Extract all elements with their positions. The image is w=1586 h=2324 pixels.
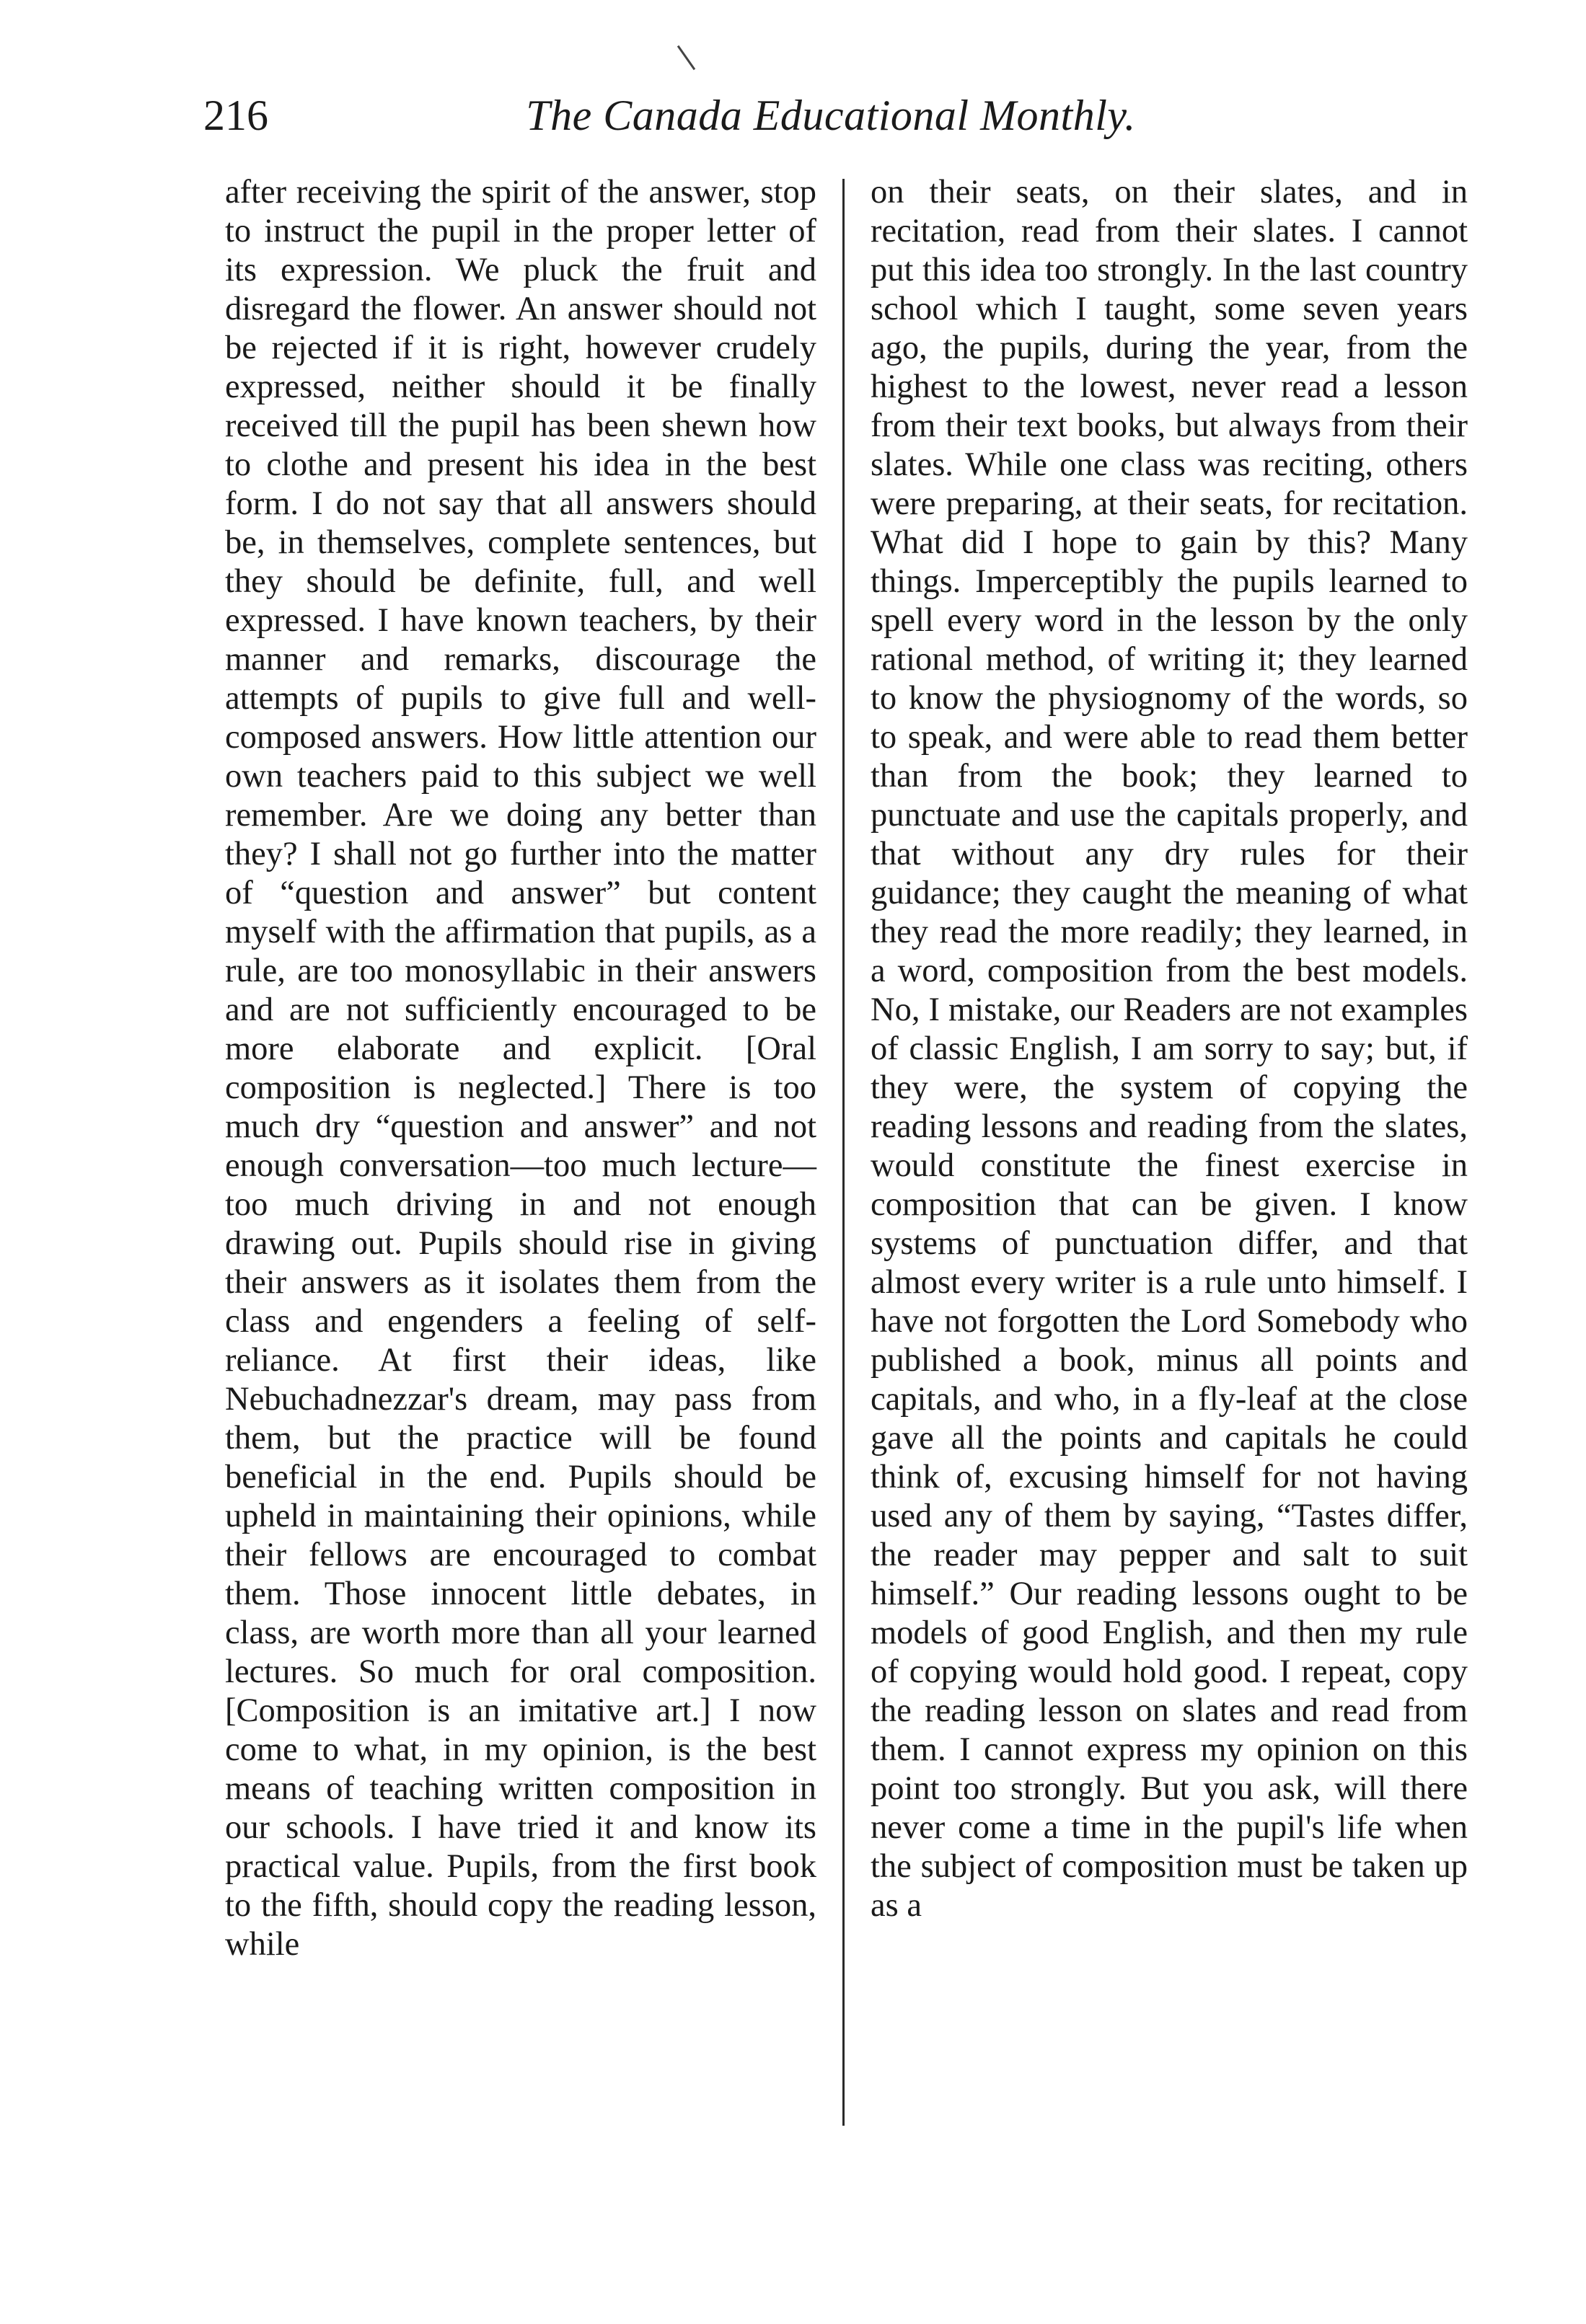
right-column-text: on their seats, on their slates, and in recitation, read from their slates. I cannot put this idea too strongly. In the last country school which I taught, some seven years ago, the pupils, during the year, from the highest to the lowest, never read a lesson from their text books, but always from their slates. While one class was reciting, others were preparing, at their seats, for recitation. What did I hope to gain by this? Many things. Imperceptibly the pupils learned to spell every word in the lesson by the only rational method, of writing it; they learned to know the physiognomy of the words, so to speak, and were able to read them better than from the book; they learned to punctuate and use the capitals properly, and that without any dry rules for their guidance; they caught the meaning of what they read the more readily; they learned, in a word, composition from the best models. No, I mistake, our Readers are not examples of classic English, I am sorry to say; but, if they were, the system of copying the reading lessons and reading from the slates, would constitute the finest exercise in composition that can be given. I know systems of punctuation differ, and that almost every writer is a rule unto himself. I have not forgotten the Lord Somebody who published a book, minus all points and capitals, and who, in a fly-leaf at the close gave all the points and capitals he could think of, excusing himself for not having used any of them by saying, “Tastes differ, the reader may pepper and salt to suit himself.” Our reading lessons ought to be models of good English, and then my rule of copying would hold good. I repeat, copy the reading lesson on slates and read from them. I cannot express my opinion on this point too strongly. But you ask, will there never come a time in the pupil's life when the subject of composition must be taken up as a [871, 174, 1468, 1924]
left-text-column [225, 173, 816, 1964]
page-header [203, 87, 1458, 144]
left-column-text: after receiving the spirit of the answer, stop to instruct the pupil in the proper letter of its expression. We pluck the fruit and disregard the flower. An answer should not be rejected if it is right, however crudely expressed, neither should it be finally received till the pupil has been shewn how to clothe and present his idea in the best form. I do not say that all answers should be, in themselves, complete sentences, but they should be definite, full, and well expressed. I have known teachers, by their manner and remarks, discourage the attempts of pupils to give full and well-composed answers. How little attention our own teachers paid to this subject we well remember. Are we doing any better than they? I shall not go further into the matter of “question and answer” but content myself with the affirmation that pupils, as a rule, are too monosyllabic in their answers and are not sufficiently encouraged to be more elaborate and explicit. [Oral composition is neglected.] There is too much dry “question and answer” and not enough conversation—too much lecture—too much driving in and not enough drawing out. Pupils should rise in giving their answers as it isolates them from the class and engenders a feeling of self-reliance. At first their ideas, like Nebuchadnezzar's dream, may pass from them, but the practice will be found beneficial in the end. Pupils should be upheld in maintaining their opinions, while their fellows are encouraged to combat them. Those innocent little debates, in class, are worth more than all your learned lectures. So much for oral composition. [Composition is an imitative art.] I now come to what, in my opinion, is the best means of teaching written composition in our schools. I have tried it and know its practical value. Pupils, from the first book to the fifth, should copy the reading lesson, while [225, 174, 816, 1963]
page-number: 216 [203, 92, 268, 139]
stray-ink-mark [677, 45, 695, 70]
column-divider [842, 179, 845, 2126]
right-text-column [871, 173, 1468, 1925]
running-title: The Canada Educational Monthly. [526, 92, 1136, 139]
